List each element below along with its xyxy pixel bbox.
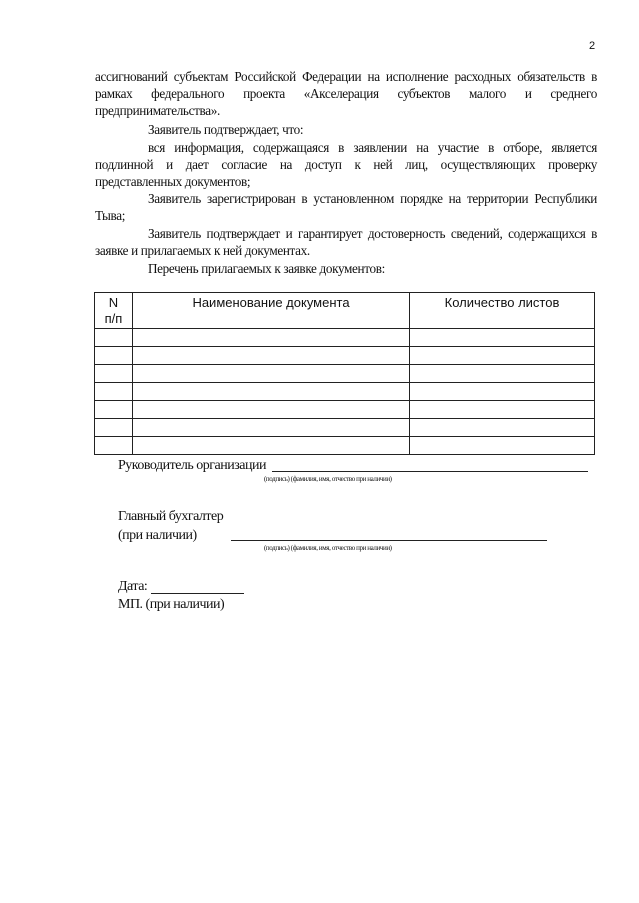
table-cell — [95, 437, 133, 455]
table-cell — [133, 419, 410, 437]
table-cell — [95, 383, 133, 401]
table-cell — [410, 365, 595, 383]
head-signature-label: Руководитель организации — [118, 458, 266, 473]
paragraph-line: Перечень прилагаемых к заявке документов: — [148, 261, 385, 276]
paragraph-line: Заявитель подтверждает и гарантирует достоверность сведений, содержащихся в — [148, 226, 597, 241]
accountant-signature-hint: (подпись) (фамилия, имя, отчество при наличии) — [264, 544, 392, 552]
table-cell — [95, 365, 133, 383]
table-cell — [410, 329, 595, 347]
table-row — [95, 383, 595, 401]
paragraph-line: ассигнований субъектам Российской Федерации на исполнение расходных обязательств в — [95, 69, 597, 84]
paragraph-line: рамках федерального проекта «Акселерация субъектов малого и среднего — [95, 86, 597, 101]
paragraph-line: Заявитель зарегистрирован в установленном порядке на территории Республики — [148, 191, 597, 206]
accountant-note: (при наличии) — [118, 528, 197, 543]
column-header-name: Наименование документа — [133, 293, 410, 329]
table-cell — [133, 437, 410, 455]
table-cell — [410, 401, 595, 419]
accountant-label: Главный бухгалтер — [118, 509, 224, 524]
table-row — [95, 365, 595, 383]
table-cell — [410, 419, 595, 437]
table-header-row — [95, 293, 595, 329]
paragraph-line: Заявитель подтверждает, что: — [148, 122, 304, 137]
table-cell — [95, 419, 133, 437]
paragraph-line: представленных документов; — [95, 174, 251, 189]
paragraph-line: подлинной и дает согласие на доступ к ней лиц, осуществляющих проверку — [95, 157, 597, 172]
stamp-label: МП. (при наличии) — [118, 597, 225, 612]
table-cell — [410, 383, 595, 401]
table-cell — [95, 329, 133, 347]
table-row — [95, 419, 595, 437]
page-number: 2 — [589, 40, 596, 52]
table-cell — [133, 365, 410, 383]
documents-table — [94, 292, 595, 455]
table-cell — [133, 347, 410, 365]
paragraph-line: вся информация, содержащаяся в заявлении на участие в отборе, является — [148, 140, 597, 155]
column-header-count: Количество листов — [410, 293, 595, 329]
head-signature-hint: (подпись) (фамилия, имя, отчество при наличии) — [264, 475, 392, 483]
table-cell — [95, 347, 133, 365]
paragraph-line: Тыва; — [95, 208, 126, 223]
table-cell — [95, 401, 133, 419]
table-row — [95, 437, 595, 455]
accountant-signature-line — [231, 540, 547, 541]
paragraph-line: предпринимательства». — [95, 103, 220, 118]
table-cell — [133, 329, 410, 347]
table-cell — [133, 383, 410, 401]
table-row — [95, 347, 595, 365]
table-cell — [410, 347, 595, 365]
table-cell — [133, 401, 410, 419]
column-header-number-line2: п/п — [104, 311, 123, 326]
column-header-number-line1: N — [108, 295, 119, 310]
table-row — [95, 329, 595, 347]
paragraph-line: заявке и прилагаемых к ней документах. — [95, 243, 310, 258]
column-header-number — [95, 293, 133, 329]
date-line — [151, 593, 244, 594]
table-row — [95, 401, 595, 419]
date-label: Дата: — [118, 579, 148, 594]
head-signature-line — [272, 471, 588, 472]
table-cell — [410, 437, 595, 455]
